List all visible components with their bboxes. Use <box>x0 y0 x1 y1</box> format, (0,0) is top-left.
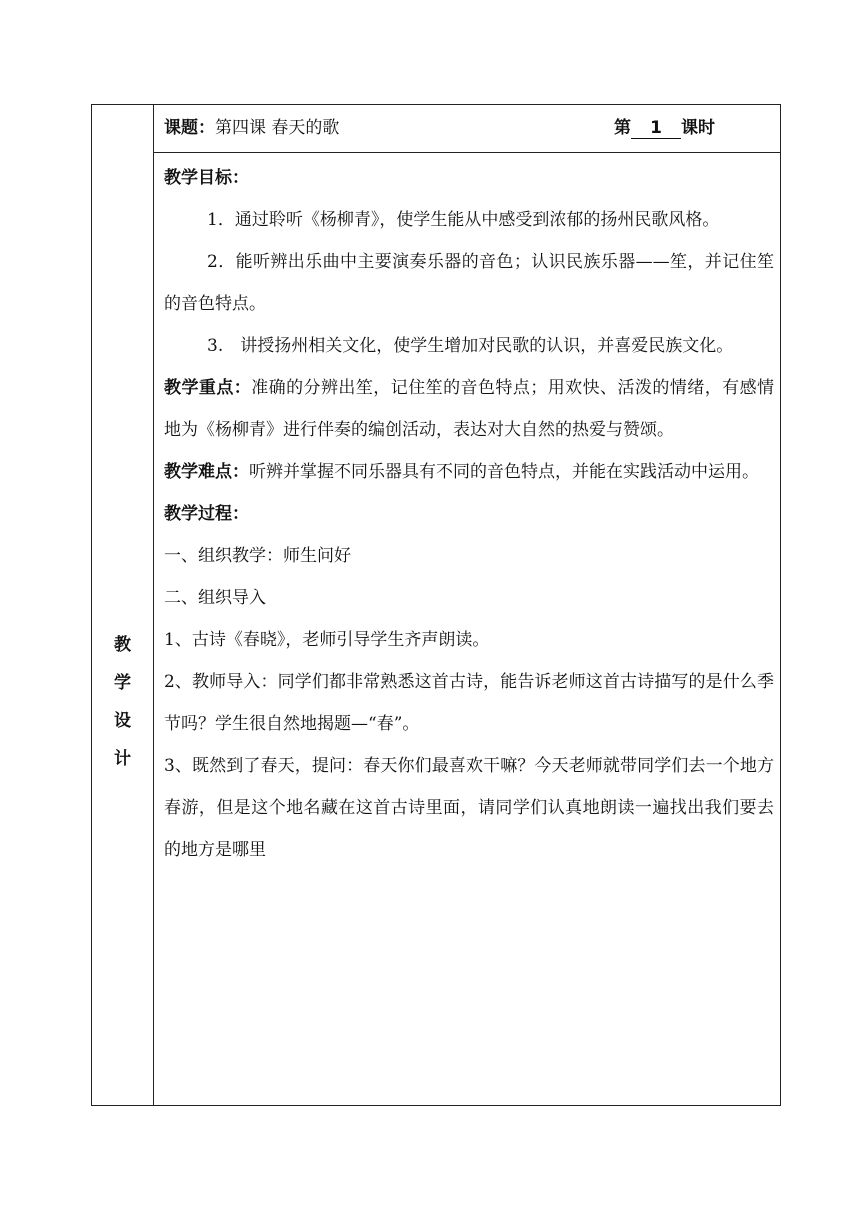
period-field <box>614 105 715 152</box>
topic-label: 课题： <box>164 118 215 138</box>
goal-item: 3. 讲授扬州相关文化，使学生增加对民歌的认识，并喜爱民族文化。 <box>207 336 734 356</box>
process-label: 教学过程： <box>164 504 249 524</box>
process-line: 一、组织教学：师生问好 <box>164 546 351 566</box>
side-label <box>92 626 153 778</box>
lesson-table <box>91 104 781 1106</box>
difficulties-text: 听辨并掌握不同乐器具有不同的音色特点，并能在实践活动中运用。 <box>249 462 759 482</box>
goal-item: 2．能听辨出乐曲中主要演奏乐器的音色；认识民族乐器——笙，并记住笙的音色特点。 <box>164 252 774 314</box>
process-line: 1、古诗《春晓》，老师引导学生齐声朗读。 <box>164 630 490 650</box>
period-pre: 第 <box>614 118 631 138</box>
goal-item: 1．通过聆听《杨柳青》，使学生能从中感受到浓郁的扬州民歌风格。 <box>207 210 720 230</box>
period-post: 课时 <box>681 118 715 138</box>
process-line: 3、既然到了春天，提问：春天你们最喜欢干嘛？今天老师就带同学们去一个地方春游，但是这个地名藏在这首古诗里面，请同学们认真地朗读一遍找出我们要去的地方是哪里 <box>164 756 774 860</box>
process-line: 二、组织导入 <box>164 588 266 608</box>
lesson-content <box>164 157 774 871</box>
process-line: 2、教师导入：同学们都非常熟悉这首古诗，能告诉老师这首古诗描写的是什么季节吗？学生很自然地揭题—“春”。 <box>164 672 774 734</box>
column-divider <box>153 105 154 1105</box>
side-char: 计 <box>114 749 131 769</box>
key-points-label: 教学重点： <box>164 378 252 398</box>
key-points-text: 准确的分辨出笙，记住笙的音色特点；用欢快、活泼的情绪，有感情地为《杨柳青》进行伴奏的编创活动，表达对大自然的热爱与赞颂。 <box>164 378 775 440</box>
topic-title: 第四课 春天的歌 <box>215 118 340 138</box>
header-divider <box>153 152 780 153</box>
key-points <box>164 367 774 451</box>
difficulties <box>164 451 774 493</box>
difficulties-label: 教学难点： <box>164 462 249 482</box>
goals-label: 教学目标： <box>164 168 249 188</box>
side-char: 学 <box>114 673 131 693</box>
period-number: 1 <box>631 118 681 139</box>
side-char: 教 <box>114 635 131 655</box>
side-char: 设 <box>114 711 131 731</box>
